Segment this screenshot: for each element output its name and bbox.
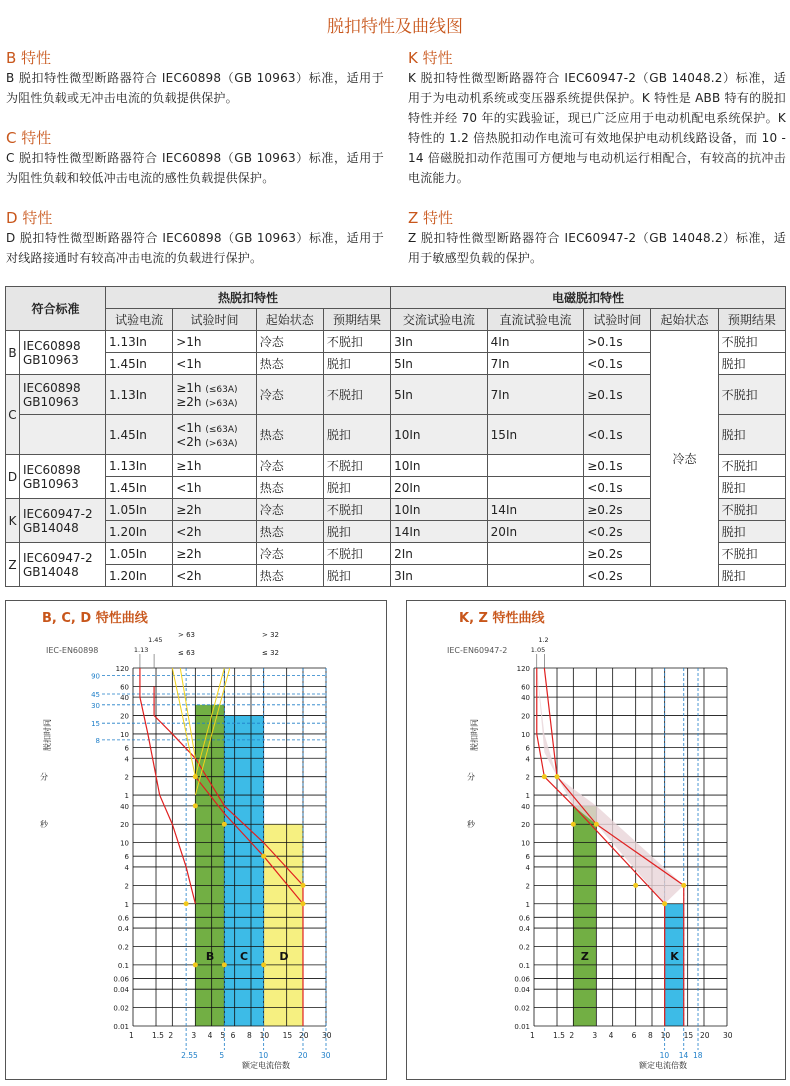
x-tick-label: 15 — [282, 1031, 293, 1040]
cell: <1h — [173, 477, 256, 499]
y-tick-label-seconds: 10 — [120, 839, 129, 848]
cell: 脱扣 — [323, 477, 390, 499]
curve-point — [261, 962, 266, 967]
x-tick-label: 4 — [608, 1031, 614, 1040]
cell: 不脱扣 — [323, 331, 390, 353]
unit-seconds: 秒 — [40, 820, 48, 830]
cell: 不脱扣 — [718, 455, 785, 477]
standard-2: GB10963 — [23, 352, 79, 367]
cell: 10In — [391, 415, 488, 455]
x-tick-label: 10 — [660, 1031, 671, 1040]
cell: 3In — [391, 331, 488, 353]
cell: 10In — [391, 455, 488, 477]
cell: 不脱扣 — [323, 543, 390, 565]
standard-1: IEC60947-2 — [23, 550, 93, 565]
x-tick-label: 1 — [530, 1031, 535, 1040]
chart-standard-label: IEC-EN60898 — [46, 646, 99, 655]
curve-point — [300, 901, 305, 906]
y-tick-label-seconds: 0.04 — [514, 986, 530, 995]
chart-title-bcd: B, C, D 特性曲线 — [42, 611, 148, 626]
y-tick-label-minutes: 2 — [124, 773, 129, 782]
section-d-text: D 脱扣特性微型断路器符合 IEC60898（GB 10963）标准，适用于对线路接通时有较高冲击电流的负载进行保护。 — [6, 231, 384, 265]
cell: 14In — [487, 499, 584, 521]
curve-thermal-lower — [140, 668, 195, 904]
standard-1: IEC60898 — [23, 462, 81, 477]
y-tick-label-seconds: 0.1 — [117, 961, 129, 970]
cell: 脱扣 — [718, 521, 785, 543]
x-tick-label: 20 — [298, 1031, 309, 1040]
curve-label: > 32 — [262, 631, 279, 639]
time-1-note: (≤63A) — [205, 424, 238, 435]
y-mark-label: 90 — [91, 672, 100, 681]
y-tick-label-seconds: 0.01 — [514, 1023, 530, 1031]
x-mark-label: 2.55 — [181, 1051, 198, 1060]
section-k — [408, 48, 786, 188]
y-mark-label: 15 — [91, 720, 100, 729]
curve-point — [681, 883, 686, 888]
cell — [487, 543, 584, 565]
x-tick-label: 30 — [723, 1031, 733, 1040]
cell: 7In — [487, 375, 584, 415]
cell: 不脱扣 — [323, 455, 390, 477]
sub-header: 交流试验电流 — [391, 309, 488, 331]
y-tick-label-seconds: 20 — [120, 821, 129, 830]
curve-point — [542, 774, 547, 779]
section-c — [6, 128, 384, 188]
cell: 脱扣 — [718, 353, 785, 375]
cell: <0.1s — [584, 477, 651, 499]
trip-characteristics-table — [5, 286, 786, 587]
section-k-text: K 脱扣特性微型断路器符合 IEC60947-2（GB 14048.2）标准，适用于为电动机系统或变压器系统提供保护。K 特性是 ABB 特有的脱扣特性并经 70 年的实践验证，现已广泛应用于电动机配电系统保护。K 特性的 1.2 倍热脱扣动作电流可有效地保护电动机线路设备，而 10 - 14 倍磁脱扣动作范围可方便地与电动机运行相配合，有较高的抗冲击电流能力。 — [408, 71, 786, 185]
cell: ≥2h — [173, 543, 256, 565]
x-mark-label: 30 — [321, 1051, 331, 1060]
cell: 不脱扣 — [718, 543, 785, 565]
cell: 1.05In — [106, 543, 173, 565]
y-tick-label-seconds: 0.01 — [113, 1023, 129, 1031]
cell: 不脱扣 — [718, 499, 785, 521]
y-tick-label-minutes: 20 — [521, 712, 530, 721]
time-2-note: (>63A) — [205, 438, 238, 449]
cell: <1h — [173, 353, 256, 375]
cell — [173, 415, 256, 455]
standard-cell — [20, 331, 106, 375]
section-z — [408, 208, 786, 268]
y-tick-label-seconds: 1 — [525, 900, 530, 909]
category-cell: K — [6, 499, 20, 543]
y-tick-label-seconds: 40 — [120, 802, 129, 811]
header-thermal: 热脱扣特性 — [106, 287, 391, 309]
band-c — [224, 716, 263, 1026]
x-top-label: 1.13 — [133, 646, 149, 654]
section-z-heading: Z 特性 — [408, 209, 454, 227]
y-tick-label-seconds: 40 — [521, 802, 530, 811]
x-top-label: 1.2 — [538, 636, 549, 644]
time-1: ≥1h — [176, 380, 202, 395]
standard-1: IEC60898 — [23, 338, 81, 353]
curve-point — [555, 774, 560, 779]
y-tick-label-seconds: 10 — [521, 839, 530, 848]
curve-label: ≤ 63 — [178, 649, 195, 657]
category-cell: B — [6, 331, 20, 375]
x-mark-label: 20 — [297, 1051, 308, 1060]
x-mark-label: 14 — [678, 1051, 689, 1060]
cell: 3In — [391, 565, 488, 587]
x-mark-label: 18 — [693, 1051, 703, 1060]
category-cell: D — [6, 455, 20, 499]
x-tick-label: 30 — [322, 1031, 332, 1040]
cell: <2h — [173, 521, 256, 543]
y-tick-label-minutes: 20 — [120, 712, 129, 721]
cell: 1.13In — [106, 375, 173, 415]
section-b-heading: B 特性 — [6, 49, 52, 67]
y-tick-label-seconds: 0.02 — [113, 1004, 129, 1013]
curve-point — [594, 822, 599, 827]
y-mark-label: 30 — [91, 701, 100, 710]
cell: ≥0.2s — [584, 499, 651, 521]
curve-label: > 63 — [178, 631, 195, 639]
unit-minutes: 分 — [467, 772, 475, 782]
curve-label: ≤ 32 — [262, 649, 279, 657]
cell: 热态 — [256, 415, 323, 455]
header-magnetic: 电磁脱扣特性 — [391, 287, 786, 309]
y-tick-label-seconds: 0.06 — [113, 975, 129, 984]
cell: ≥0.2s — [584, 543, 651, 565]
curve-lower — [537, 668, 665, 1026]
sub-header: 直流试验电流 — [487, 309, 584, 331]
y-mark-label: 45 — [91, 691, 100, 700]
time-2: ≥2h — [176, 394, 202, 409]
cell: 1.20In — [106, 521, 173, 543]
y-tick-label-minutes: 10 — [521, 730, 530, 739]
x-axis-label: 额定电流倍数 — [639, 1061, 687, 1070]
cell: 4In — [487, 331, 584, 353]
cell: ≥0.1s — [584, 455, 651, 477]
band-label-b: B — [205, 950, 215, 964]
y-tick-label-minutes: 6 — [124, 744, 129, 753]
merged-cold-state: 冷态 — [651, 331, 718, 587]
x-tick-label: 3 — [592, 1031, 598, 1040]
y-tick-label-seconds: 2 — [124, 882, 129, 891]
x-mark-label: 10 — [659, 1051, 670, 1060]
category-cell: Z — [6, 543, 20, 587]
standard-2: GB14048 — [23, 564, 79, 579]
y-tick-label-minutes: 1 — [124, 792, 129, 801]
y-tick-label-minutes: 4 — [124, 755, 129, 764]
y-tick-label-seconds: 20 — [521, 821, 530, 830]
y-tick-label-seconds: 0.6 — [518, 914, 530, 923]
cell: >0.1s — [584, 331, 651, 353]
sub-header: 试验时间 — [173, 309, 256, 331]
x-mark-label: 10 — [258, 1051, 269, 1060]
cell: 冷态 — [256, 499, 323, 521]
band-z — [573, 806, 596, 1026]
y-tick-label-minutes: 1 — [525, 792, 530, 801]
curve-point — [222, 962, 227, 967]
y-tick-label-minutes: 120 — [115, 665, 129, 673]
x-axis-label: 额定电流倍数 — [242, 1061, 290, 1070]
cell: >1h — [173, 331, 256, 353]
x-tick-label: 6 — [230, 1031, 236, 1040]
envelope-fill — [537, 668, 684, 904]
cell: 1.45In — [106, 353, 173, 375]
y-tick-label-seconds: 0.04 — [113, 986, 129, 995]
cell: <0.1s — [584, 415, 651, 455]
y-tick-label-seconds: 0.6 — [117, 914, 129, 923]
cell: <0.1s — [584, 353, 651, 375]
section-d-heading: D 特性 — [6, 209, 53, 227]
cell: 14In — [391, 521, 488, 543]
curve-yellow-63a — [172, 668, 195, 777]
x-tick-label: 8 — [647, 1031, 653, 1040]
cell: 不脱扣 — [323, 375, 390, 415]
cell: 脱扣 — [718, 565, 785, 587]
y-tick-label-seconds: 4 — [124, 863, 129, 872]
page-title: 脱扣特性及曲线图 — [327, 17, 463, 37]
cell: 20In — [391, 477, 488, 499]
cell: 脱扣 — [718, 477, 785, 499]
section-d — [6, 208, 384, 268]
cell: 冷态 — [256, 543, 323, 565]
section-c-heading: C 特性 — [6, 129, 52, 147]
band-label-k: K — [670, 950, 679, 964]
standard-2: GB14048 — [23, 520, 79, 535]
cell: 脱扣 — [323, 415, 390, 455]
cell: ≥1h — [173, 455, 256, 477]
cell: 15In — [487, 415, 584, 455]
x-tick-label: 4 — [207, 1031, 213, 1040]
chart-title-kz: K, Z 特性曲线 — [459, 611, 545, 626]
cell: ≥0.1s — [584, 375, 651, 415]
y-tick-label-minutes: 120 — [516, 665, 530, 673]
curve-point — [193, 962, 198, 967]
cell: 1.05In — [106, 499, 173, 521]
unit-seconds: 秒 — [467, 820, 475, 830]
cell: 热态 — [256, 353, 323, 375]
standard-cell — [20, 455, 106, 499]
cell — [487, 565, 584, 587]
standard-cell-empty — [20, 415, 106, 455]
curve-point — [193, 803, 198, 808]
y-axis-label: 脱扣时间 — [43, 719, 52, 751]
x-tick-label: 20 — [699, 1031, 710, 1040]
standard-cell — [20, 543, 106, 587]
x-tick-label: 15 — [683, 1031, 694, 1040]
time-1: <1h — [176, 420, 202, 435]
x-mark-label: 5 — [219, 1051, 225, 1060]
sub-header: 试验电流 — [106, 309, 173, 331]
time-2: <2h — [176, 434, 202, 449]
y-axis-label: 脱扣时间 — [470, 719, 479, 751]
cell: <0.2s — [584, 521, 651, 543]
y-tick-label-minutes: 6 — [525, 744, 530, 753]
x-tick-label: 3 — [191, 1031, 197, 1040]
x-tick-label: 5 — [220, 1031, 226, 1040]
trip-curve-chart-bcd — [6, 601, 386, 1079]
section-b-text: B 脱扣特性微型断路器符合 IEC60898（GB 10963）标准，适用于为阻性负载或无冲击电流的负载提供保护。 — [6, 71, 384, 105]
x-tick-label: 2 — [168, 1031, 174, 1040]
y-tick-label-minutes: 40 — [521, 694, 530, 703]
y-tick-label-seconds: 0.2 — [117, 943, 129, 952]
cell — [487, 477, 584, 499]
cell: 不脱扣 — [718, 375, 785, 415]
curve-point — [662, 901, 667, 906]
header-standard: 符合标准 — [6, 287, 106, 331]
band-label-d: D — [279, 950, 289, 964]
sub-header: 预期结果 — [718, 309, 785, 331]
band-d — [264, 824, 303, 1026]
cell — [173, 375, 256, 415]
x-top-label: 1.05 — [530, 646, 546, 654]
x-tick-label: 6 — [631, 1031, 637, 1040]
y-tick-label-seconds: 6 — [124, 853, 129, 862]
sub-header: 起始状态 — [256, 309, 323, 331]
chart-panel-kz — [406, 600, 786, 1080]
standard-1: IEC60947-2 — [23, 506, 93, 521]
cell: 不脱扣 — [718, 331, 785, 353]
sub-header: 起始状态 — [651, 309, 718, 331]
cell — [487, 455, 584, 477]
y-tick-label-minutes: 40 — [120, 694, 129, 703]
band-label-c: C — [239, 950, 249, 964]
cell: 不脱扣 — [323, 499, 390, 521]
x-tick-label: 2 — [569, 1031, 575, 1040]
cell: 7In — [487, 353, 584, 375]
x-tick-label: 1.5 — [553, 1031, 565, 1040]
y-tick-label-seconds: 4 — [525, 863, 530, 872]
curve-point — [193, 774, 198, 779]
x-tick-label: 1.5 — [152, 1031, 164, 1040]
curve-point — [222, 822, 227, 827]
curve-point — [300, 883, 305, 888]
y-mark-label: 8 — [95, 736, 100, 745]
time-1-note: (≤63A) — [205, 384, 238, 395]
band-label-z: Z — [580, 950, 589, 964]
section-c-text: C 脱扣特性微型断路器符合 IEC60898（GB 10963）标准，适用于为阻性负载和较低冲击电流的感性负载提供保护。 — [6, 151, 384, 185]
y-tick-label-seconds: 6 — [525, 853, 530, 862]
band-b — [195, 705, 224, 1026]
cell: 1.45In — [106, 477, 173, 499]
standard-cell — [20, 375, 106, 415]
chart-standard-label: IEC-EN60947-2 — [447, 646, 508, 655]
y-tick-label-seconds: 1 — [124, 900, 129, 909]
x-tick-label: 8 — [246, 1031, 252, 1040]
cell: 20In — [487, 521, 584, 543]
cell: 冷态 — [256, 375, 323, 415]
y-tick-label-seconds: 0.2 — [518, 943, 530, 952]
cell: <0.2s — [584, 565, 651, 587]
cell: 脱扣 — [323, 353, 390, 375]
cell: 冷态 — [256, 331, 323, 353]
y-tick-label-minutes: 60 — [120, 683, 129, 692]
cell: 热态 — [256, 521, 323, 543]
cell: 1.13In — [106, 455, 173, 477]
cell: 热态 — [256, 565, 323, 587]
cell: 脱扣 — [323, 521, 390, 543]
x-tick-label: 10 — [259, 1031, 270, 1040]
curve-point — [633, 883, 638, 888]
y-tick-label-seconds: 0.1 — [518, 961, 530, 970]
cell: 5In — [391, 375, 488, 415]
section-k-heading: K 特性 — [408, 49, 453, 67]
cell: 脱扣 — [323, 565, 390, 587]
time-2-note: (>63A) — [205, 398, 238, 409]
unit-minutes: 分 — [40, 772, 48, 782]
y-tick-label-seconds: 0.4 — [117, 925, 129, 934]
standard-2: GB10963 — [23, 476, 79, 491]
y-tick-label-seconds: 2 — [525, 882, 530, 891]
y-tick-label-minutes: 4 — [525, 755, 530, 764]
standard-cell — [20, 499, 106, 543]
cell: 冷态 — [256, 455, 323, 477]
category-cell: C — [6, 375, 20, 455]
standard-1: IEC60898 — [23, 380, 81, 395]
trip-curve-chart-kz — [407, 601, 785, 1079]
curve-point — [261, 854, 266, 859]
y-tick-label-seconds: 0.06 — [514, 975, 530, 984]
y-tick-label-minutes: 10 — [120, 730, 129, 739]
cell: 1.20In — [106, 565, 173, 587]
x-tick-label: 1 — [129, 1031, 134, 1040]
standard-2: GB10963 — [23, 394, 79, 409]
section-b — [6, 48, 384, 108]
cell: 10In — [391, 499, 488, 521]
y-tick-label-seconds: 0.4 — [518, 925, 530, 934]
y-tick-label-minutes: 60 — [521, 683, 530, 692]
cell: 1.45In — [106, 415, 173, 455]
section-z-text: Z 脱扣特性微型断路器符合 IEC60947-2（GB 14048.2）标准，适用于敏感型负载的保护。 — [408, 231, 786, 265]
curve-upper — [544, 668, 683, 1026]
y-tick-label-seconds: 0.02 — [514, 1004, 530, 1013]
x-top-label: 1.45 — [148, 636, 163, 644]
cell: ≥2h — [173, 499, 256, 521]
y-tick-label-minutes: 2 — [525, 773, 530, 782]
sub-header: 预期结果 — [323, 309, 390, 331]
cell: <2h — [173, 565, 256, 587]
chart-panel-bcd — [5, 600, 387, 1080]
cell: 2In — [391, 543, 488, 565]
cell: 脱扣 — [718, 415, 785, 455]
cell: 1.13In — [106, 331, 173, 353]
table-row — [6, 331, 786, 353]
curve-point — [184, 901, 189, 906]
sub-header: 试验时间 — [584, 309, 651, 331]
cell: 5In — [391, 353, 488, 375]
curve-point — [571, 822, 576, 827]
cell: 热态 — [256, 477, 323, 499]
